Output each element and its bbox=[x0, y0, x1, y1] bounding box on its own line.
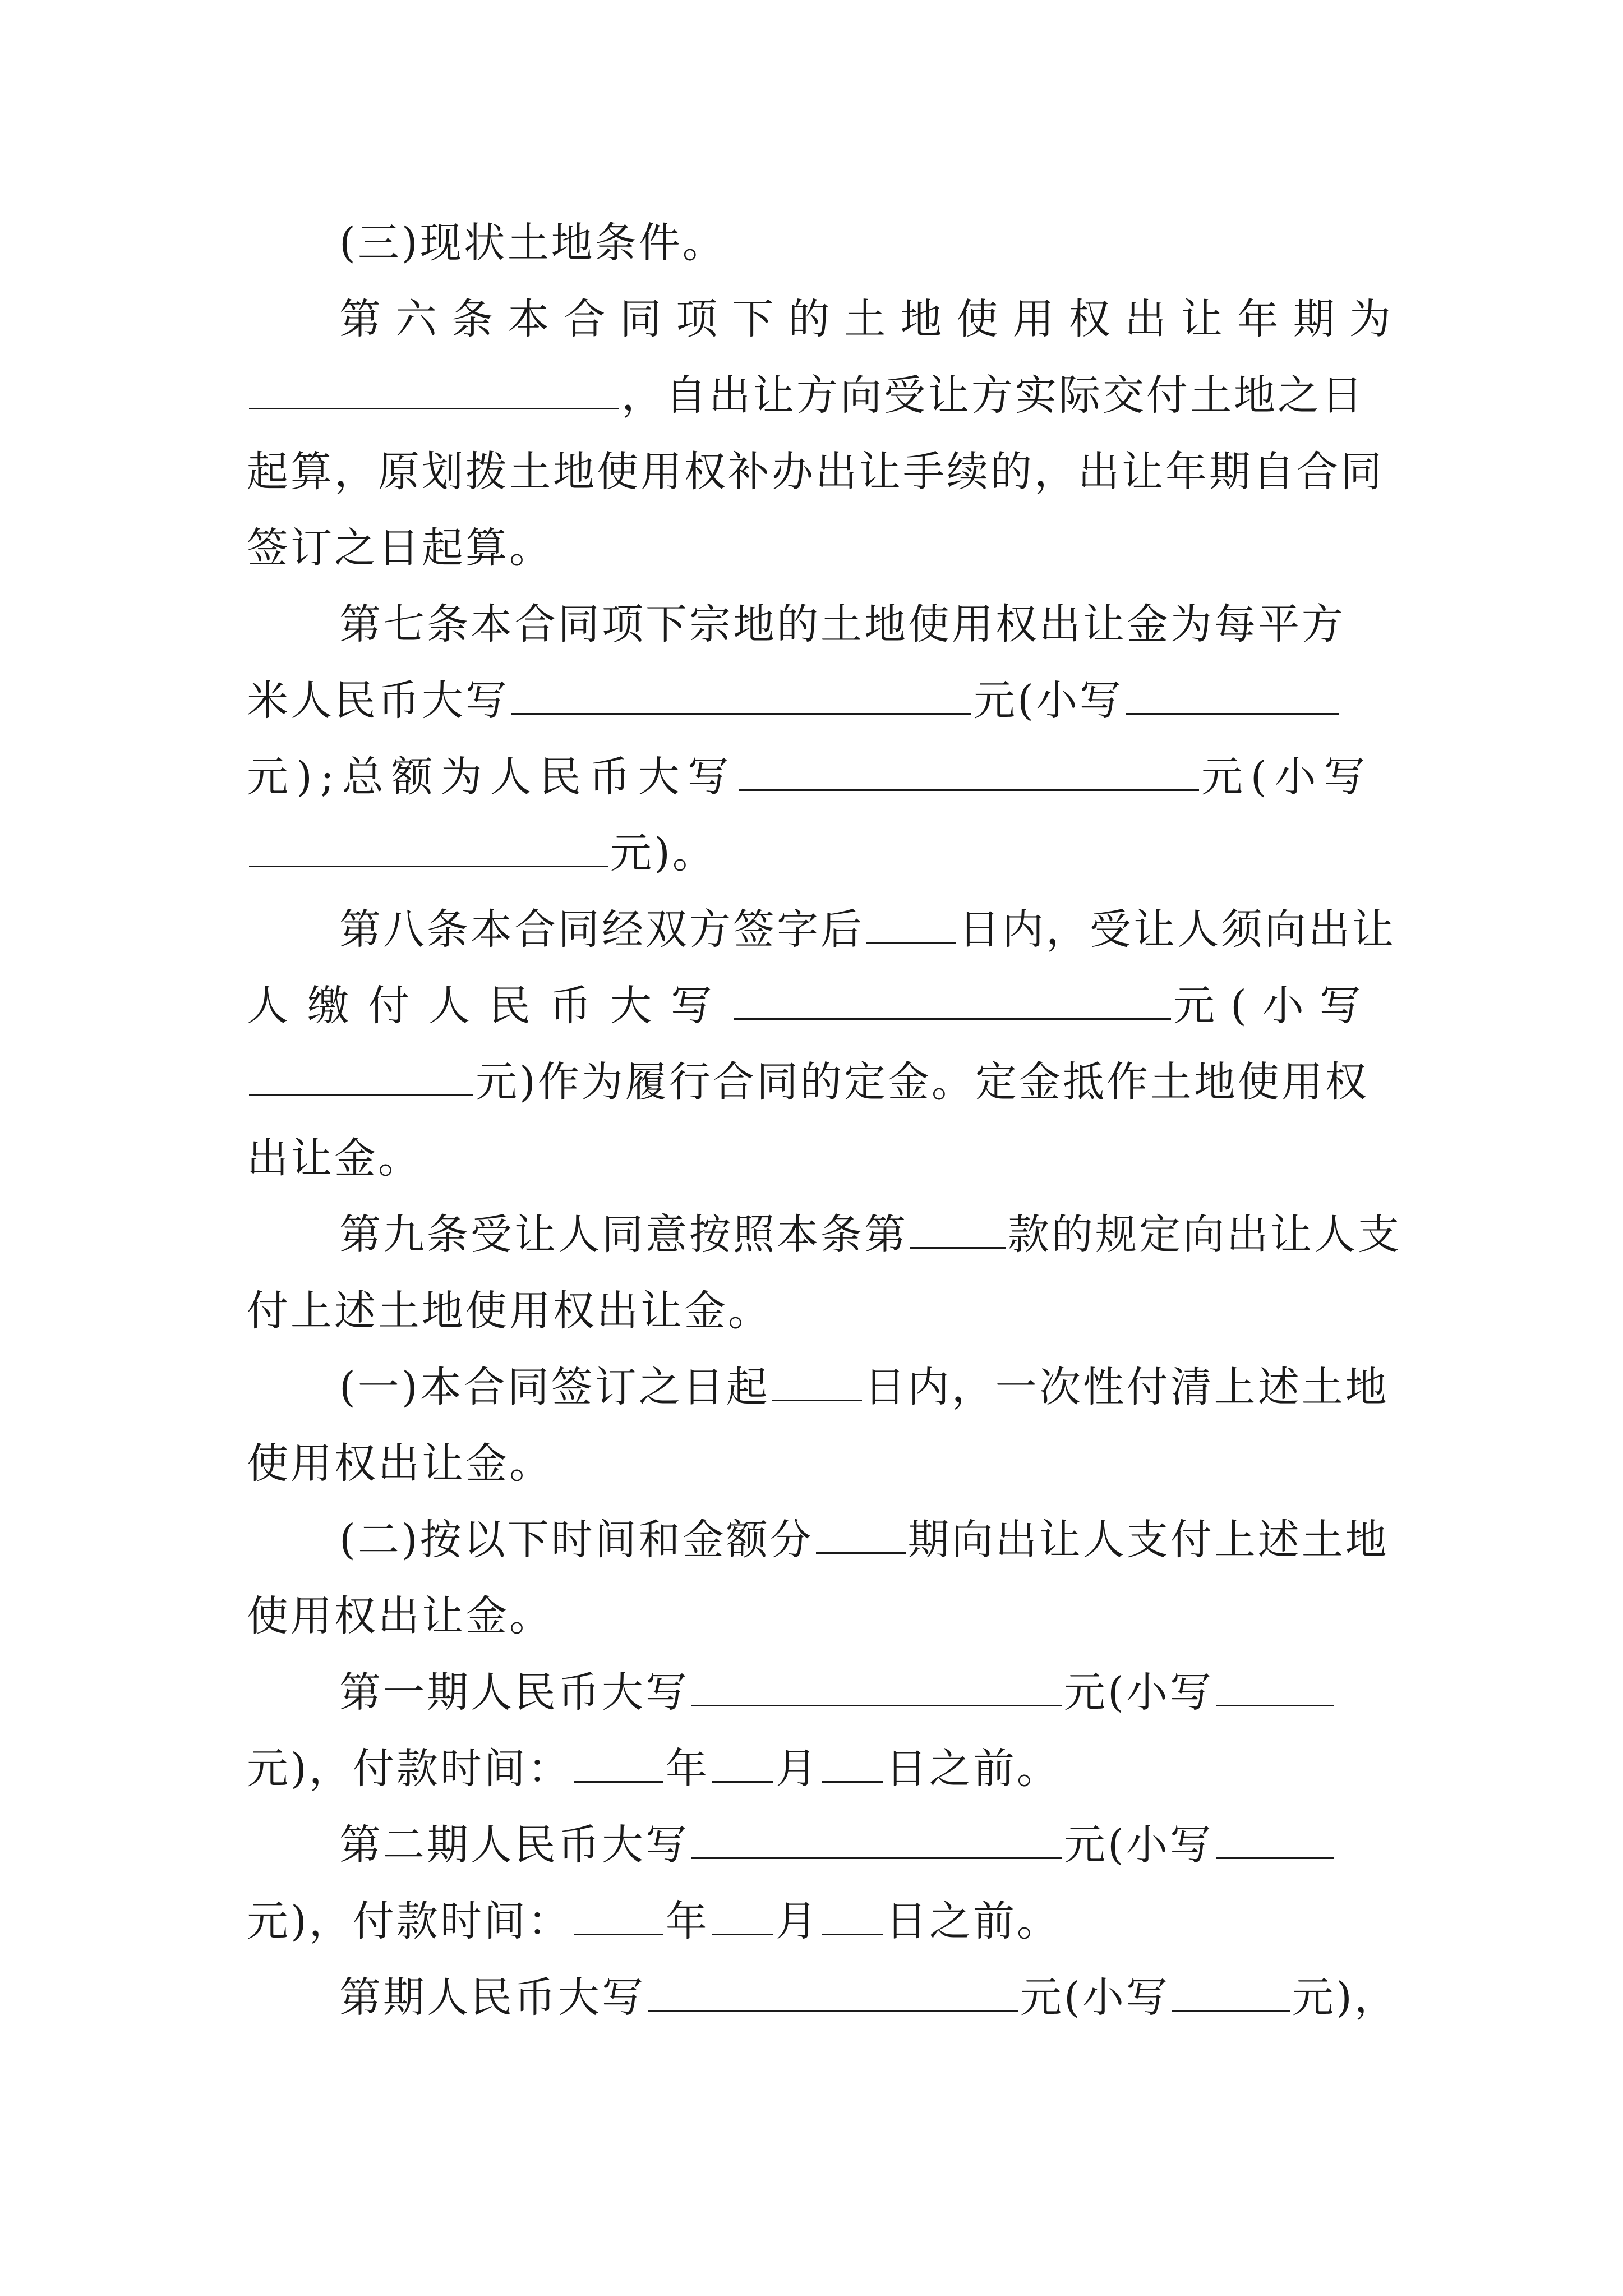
clause-text: 第九条受让人同意按照本条第 bbox=[339, 1211, 908, 1259]
installment-n-line bbox=[339, 1959, 1405, 2036]
clause-text: 元(小写 bbox=[1064, 1668, 1214, 1717]
clause-char: 年 bbox=[1237, 295, 1279, 343]
installment-n-words-blank[interactable] bbox=[648, 1975, 1018, 2012]
lump-sum-days-blank[interactable] bbox=[772, 1365, 862, 1401]
clause-text: (三)现状土地条件。 bbox=[339, 219, 726, 267]
clause-text: 日内，一次性付清上述土地 bbox=[864, 1363, 1389, 1411]
clause-text: 元);总额为人民币大写 bbox=[247, 753, 737, 801]
clause-text: 第八条本合同经双方签字后 bbox=[339, 905, 864, 954]
paragraph-line bbox=[247, 1425, 1391, 1502]
clause-char: 项 bbox=[676, 295, 718, 343]
paragraph-line bbox=[247, 1577, 1391, 1655]
paragraph-line bbox=[247, 738, 1391, 816]
paragraph-line bbox=[247, 1043, 1391, 1121]
clause-text: 起算，原划拨土地使用权补办出让手续的，出让年期自合同 bbox=[247, 448, 1384, 496]
installment-1-line bbox=[339, 1654, 1391, 1731]
paragraph-line bbox=[339, 1501, 1391, 1579]
clause-text: 人缴付人民币大写 bbox=[247, 982, 731, 1030]
clause-text: 第期人民币大写 bbox=[339, 1973, 645, 2022]
paragraph-line bbox=[247, 662, 1391, 739]
article-8-heading bbox=[339, 891, 1396, 968]
paragraph-line bbox=[247, 967, 1391, 1045]
clause-char: 让 bbox=[1181, 295, 1223, 343]
installment-count-blank[interactable] bbox=[816, 1517, 906, 1554]
clause-text: 月 bbox=[775, 1897, 819, 1945]
unit-price-words-blank[interactable] bbox=[511, 678, 971, 715]
article-7-heading bbox=[339, 586, 1391, 663]
clause-text: 第七条本合同项下宗地的土地使用权出让金为每平方 bbox=[339, 600, 1345, 648]
clause-text: (二)按以下时间和金额分 bbox=[339, 1516, 814, 1564]
paragraph-line bbox=[247, 1120, 1391, 1197]
clause-char: 合 bbox=[564, 295, 606, 343]
installment-2-words-blank[interactable] bbox=[691, 1823, 1062, 1859]
total-amount-figures-blank[interactable] bbox=[249, 831, 608, 867]
installment-1-words-blank[interactable] bbox=[691, 1670, 1062, 1706]
installment-1-year-blank[interactable] bbox=[574, 1746, 663, 1783]
clause-char: 六 bbox=[395, 295, 437, 343]
installment-1-figures-blank[interactable] bbox=[1216, 1670, 1334, 1706]
clause-text: 年 bbox=[665, 1897, 709, 1945]
installment-2-month-blank[interactable] bbox=[712, 1899, 773, 1935]
paragraph-line bbox=[247, 357, 1391, 434]
installment-2-figures-blank[interactable] bbox=[1216, 1823, 1334, 1859]
clause-text: 第二期人民币大写 bbox=[339, 1821, 689, 1869]
clause-char: 第 bbox=[339, 295, 381, 343]
installment-2-line bbox=[339, 1806, 1391, 1884]
deposit-days-blank[interactable] bbox=[866, 907, 956, 944]
clause-char: 使 bbox=[956, 295, 998, 343]
clause-text: 元)作为履行合同的定金。定金抵作土地使用权 bbox=[476, 1058, 1369, 1106]
deposit-figures-blank[interactable] bbox=[249, 1060, 473, 1096]
clause-text bbox=[339, 280, 1391, 358]
clause-text: 元)。 bbox=[610, 829, 716, 877]
clause-text: 款的规定向出让人支 bbox=[1008, 1211, 1401, 1259]
deposit-words-blank[interactable] bbox=[734, 983, 1171, 1020]
clause-text: 月 bbox=[775, 1745, 819, 1793]
clause-text: (一)本合同签订之日起 bbox=[339, 1363, 770, 1411]
payment-clause-blank[interactable] bbox=[910, 1212, 1006, 1249]
paragraph-line bbox=[247, 1730, 1391, 1807]
paragraph-line bbox=[247, 1883, 1391, 1960]
clause-char: 本 bbox=[508, 295, 550, 343]
clause-text: 元)，付款时间： bbox=[247, 1897, 571, 1945]
clause-char: 地 bbox=[900, 295, 942, 343]
clause-text: 使用权出让金。 bbox=[247, 1439, 553, 1488]
paragraph-line bbox=[339, 204, 1391, 282]
clause-char: 土 bbox=[844, 295, 886, 343]
installment-2-day-blank[interactable] bbox=[822, 1899, 883, 1935]
installment-1-day-blank[interactable] bbox=[822, 1746, 883, 1783]
installment-1-month-blank[interactable] bbox=[712, 1746, 773, 1783]
clause-text: 元(小写 bbox=[1020, 1973, 1170, 2022]
clause-text: 元)，付款时间： bbox=[247, 1745, 571, 1793]
clause-char: 条 bbox=[451, 295, 494, 343]
clause-text: 签订之日起算。 bbox=[247, 524, 553, 572]
clause-text: 日之前。 bbox=[885, 1897, 1061, 1945]
clause-text: 出让金。 bbox=[247, 1134, 422, 1182]
clause-text: 日内，受让人须向出让 bbox=[958, 905, 1396, 954]
total-amount-words-blank[interactable] bbox=[739, 754, 1199, 791]
clause-text: 元)， bbox=[1292, 1973, 1398, 2022]
clause-char: 的 bbox=[788, 295, 830, 343]
clause-char: 出 bbox=[1124, 295, 1166, 343]
clause-char: 用 bbox=[1012, 295, 1054, 343]
clause-text: ，自出让方向受让方实际交付土地之日 bbox=[621, 371, 1365, 420]
clause-text: 期向出让人支付上述土地 bbox=[907, 1516, 1389, 1564]
clause-char: 为 bbox=[1349, 295, 1391, 343]
clause-text: 使用权出让金。 bbox=[247, 1592, 553, 1640]
clause-text: 元(小写 bbox=[1173, 982, 1377, 1030]
clause-text: 付上述土地使用权出让金。 bbox=[247, 1287, 772, 1335]
paragraph-line bbox=[247, 1272, 1391, 1350]
clause-char: 同 bbox=[620, 295, 662, 343]
term-years-blank[interactable] bbox=[249, 373, 619, 409]
paragraph-line bbox=[247, 509, 1391, 587]
clause-text: 米人民币大写 bbox=[247, 677, 509, 725]
paragraph-line bbox=[247, 815, 1391, 892]
installment-2-year-blank[interactable] bbox=[574, 1899, 663, 1935]
clause-text: 元(小写 bbox=[974, 677, 1123, 725]
clause-char: 下 bbox=[732, 295, 774, 343]
clause-text: 第一期人民币大写 bbox=[339, 1668, 689, 1717]
paragraph-line bbox=[339, 1349, 1391, 1426]
article-9-heading bbox=[339, 1196, 1401, 1273]
article-6-heading bbox=[339, 280, 1391, 358]
unit-price-figures-blank[interactable] bbox=[1126, 678, 1339, 715]
clause-text: 元(小写 bbox=[1064, 1821, 1214, 1869]
clause-text: 元(小写 bbox=[1201, 753, 1373, 801]
clause-char: 期 bbox=[1293, 295, 1335, 343]
clause-char: 权 bbox=[1068, 295, 1110, 343]
installment-n-figures-blank[interactable] bbox=[1172, 1975, 1290, 2012]
clause-text: 日之前。 bbox=[885, 1745, 1061, 1793]
clause-text: 年 bbox=[665, 1745, 709, 1793]
paragraph-line bbox=[247, 433, 1391, 510]
